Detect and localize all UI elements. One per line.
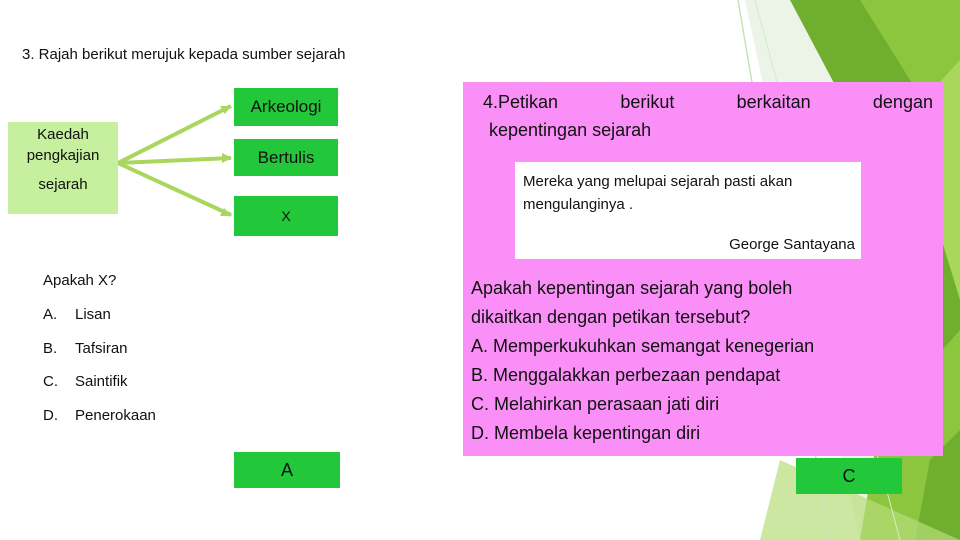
question-4-heading-line2: kepentingan sejarah (489, 120, 652, 140)
connector-arkeologi (118, 106, 231, 163)
question-4-body (471, 274, 941, 448)
quote-box (515, 162, 861, 259)
option-d-letter: D. (43, 407, 58, 424)
heading-word-2: berikut (620, 92, 675, 112)
option-b-text: Tafsiran (75, 340, 128, 357)
quote-author: George Santayana (729, 236, 855, 253)
heading-word-4: dengan (872, 92, 933, 112)
heading-word-3: berkaitan (736, 92, 811, 112)
question-4-option-b: B. Menggalakkan perbezaan pendapat (471, 365, 781, 385)
slide-title: 3. Rajah berikut merujuk kepada sumber sejarah (22, 46, 346, 63)
question-4-panel (463, 82, 943, 456)
target-box-x: X (234, 196, 338, 236)
question-4-option-d: D. Membela kepentingan diri (471, 423, 701, 443)
answer-box-right: C (796, 458, 902, 494)
option-c-text: Saintifik (75, 373, 128, 390)
option-a-text: Lisan (75, 306, 111, 323)
option-c (43, 373, 128, 390)
question-4-line-1: Apakah kepentingan sejarah yang boleh (471, 278, 793, 298)
option-b-letter: B. (43, 340, 58, 357)
question-x-prompt: Apakah X? (43, 272, 117, 289)
option-b (43, 340, 128, 357)
question-4-option-c: C. Melahirkan perasaan jati diri (471, 394, 720, 414)
target-box-bertulis: Bertulis (234, 139, 338, 176)
answer-box-left: A (234, 452, 340, 488)
question-4-line-2: dikaitkan dengan petikan tersebut? (471, 307, 751, 327)
heading-word-1: 4.Petikan (483, 92, 559, 112)
option-a (43, 306, 111, 323)
source-line-2: pengkajian (26, 147, 100, 164)
option-d-text: Penerokaan (75, 407, 156, 424)
connector-x (118, 163, 231, 215)
option-d (43, 407, 156, 424)
option-a-letter: A. (43, 306, 58, 323)
source-line-3: sejarah (38, 176, 88, 193)
quote-text: Mereka yang melupai sejarah pasti akan mengulanginya . (523, 173, 793, 213)
diagram-source-box (8, 122, 118, 214)
option-c-letter: C. (43, 373, 58, 390)
question-4-option-a: A. Memperkukuhkan semangat kenegerian (471, 336, 815, 356)
question-4-heading (483, 92, 933, 113)
target-box-arkeologi: Arkeologi (234, 88, 338, 126)
source-line-1: Kaedah (37, 126, 89, 143)
connector-bertulis (118, 158, 231, 163)
